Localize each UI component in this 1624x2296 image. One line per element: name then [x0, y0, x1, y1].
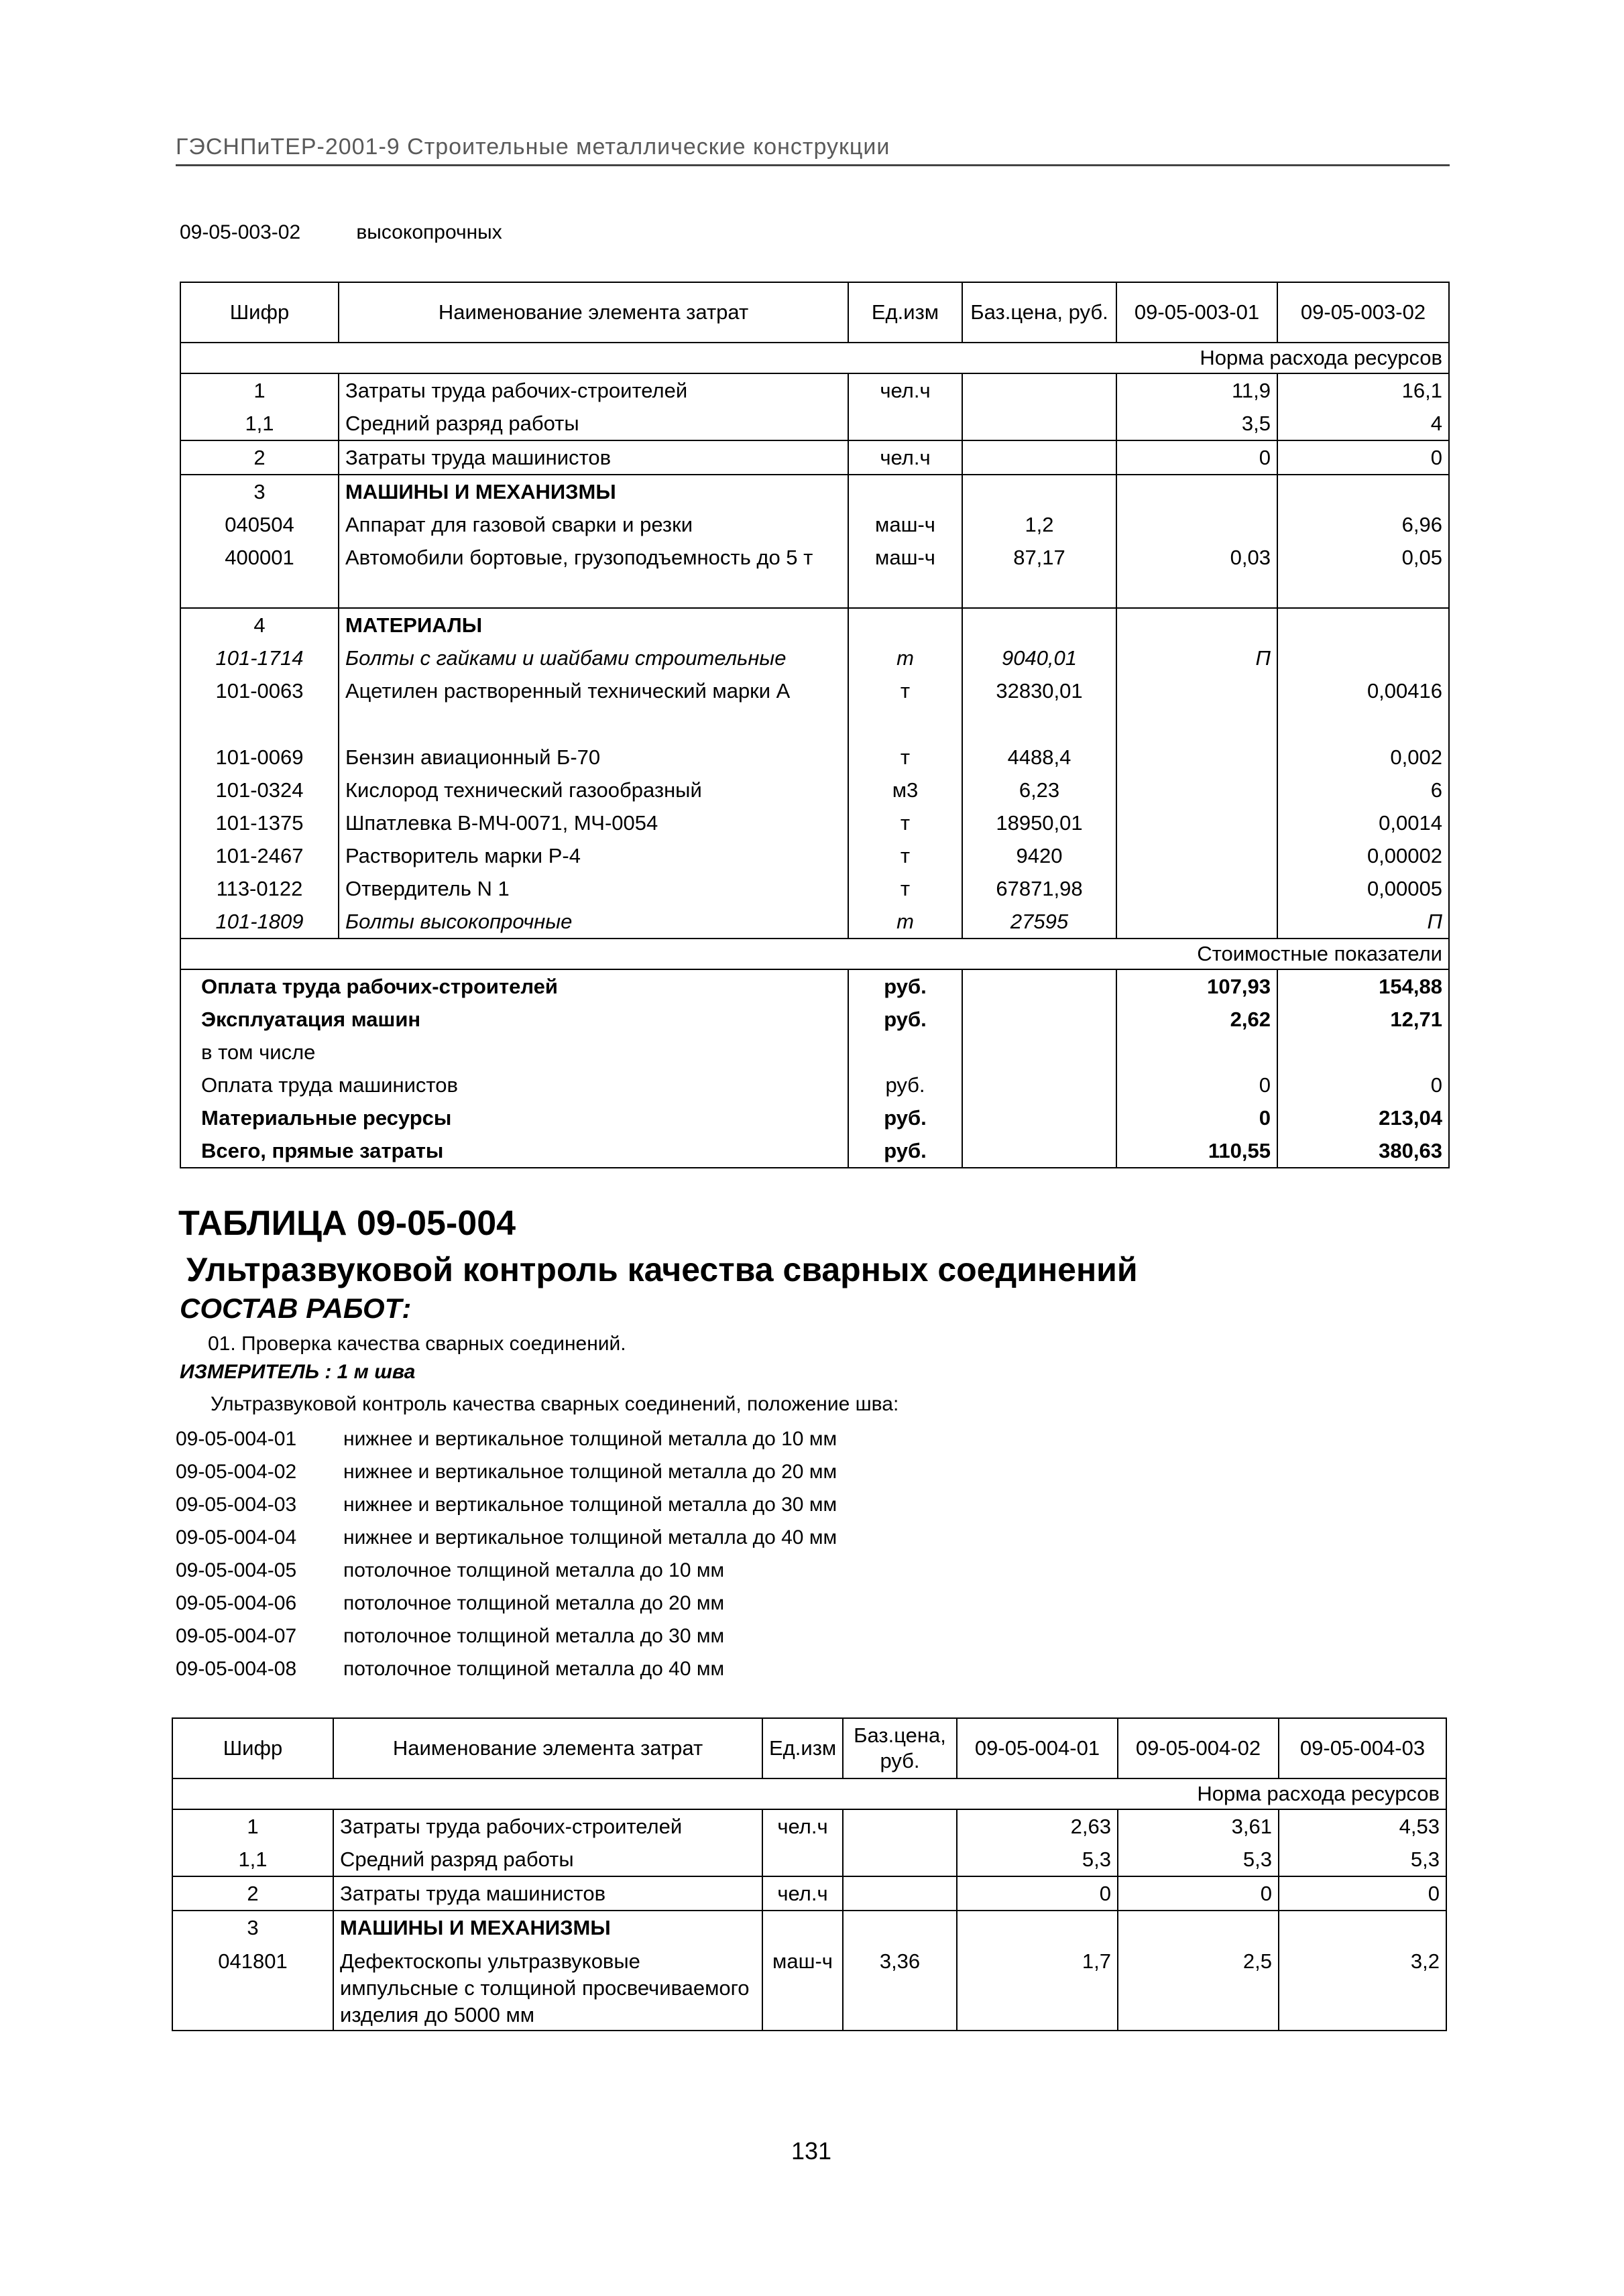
variant-text: нижнее и вертикальное толщиной металла до 10 мм [343, 1428, 837, 1450]
row-value-1 [1116, 608, 1277, 642]
work-item: 01. Проверка качества сварных соединений. [208, 1333, 626, 1355]
variant-text: потолочное толщиной металла до 10 мм [343, 1559, 725, 1581]
row-unit [848, 475, 962, 508]
row-price [843, 1843, 957, 1876]
row-value-2: 0,05 [1277, 541, 1449, 574]
variant-text: потолочное толщиной металла до 30 мм [343, 1625, 725, 1647]
list-item [176, 1620, 837, 1652]
table-row [180, 407, 1449, 440]
variant-code: 09-05-004-08 [176, 1658, 297, 1680]
table2-header-variant-1: 09-05-004-01 [957, 1718, 1118, 1778]
row-code: 101-0069 [180, 741, 339, 774]
variant-text: нижнее и вертикальное толщиной металла до 30 мм [343, 1494, 837, 1516]
cost-value-2: 213,04 [1277, 1101, 1449, 1134]
row-value-1: 1,7 [957, 1944, 1118, 2031]
table-row [180, 674, 1449, 707]
table1-header-row [180, 282, 1449, 343]
row-value-2: 3,61 [1118, 1809, 1279, 1843]
cost-unit [848, 1036, 962, 1069]
table2-header-row [172, 1718, 1446, 1778]
row-name: МАШИНЫ И МЕХАНИЗМЫ [333, 1911, 762, 1944]
cost-value-2: 154,88 [1277, 969, 1449, 1003]
row-value-2: 0,00002 [1277, 839, 1449, 872]
subsection-code-line [180, 221, 502, 244]
cost-row [180, 1101, 1449, 1134]
row-price [962, 475, 1116, 508]
row-value-3: 5,3 [1279, 1843, 1446, 1876]
row-value-1: 2,63 [957, 1809, 1118, 1843]
row-unit: т [848, 839, 962, 872]
list-item [176, 1488, 837, 1521]
row-name: Болты высокопрочные [339, 905, 848, 939]
row-unit [762, 1911, 843, 1944]
table2-header-variant-2: 09-05-004-02 [1118, 1718, 1279, 1778]
variant-code: 09-05-004-06 [176, 1592, 297, 1614]
row-unit: маш-ч [848, 508, 962, 541]
cost-name: Материальные ресурсы [180, 1101, 848, 1134]
page-number: 131 [791, 2137, 832, 2165]
cost-row [180, 969, 1449, 1003]
row-name: Затраты труда рабочих-строителей [339, 373, 848, 407]
row-unit [762, 1843, 843, 1876]
table1-header-name: Наименование элемента затрат [339, 282, 848, 343]
cost-value-2: 12,71 [1277, 1003, 1449, 1036]
row-price: 4488,4 [962, 741, 1116, 774]
row-unit: маш-ч [848, 541, 962, 574]
cost-unit: руб. [848, 1101, 962, 1134]
row-name: Растворитель марки Р-4 [339, 839, 848, 872]
row-value-1: 0,03 [1116, 541, 1277, 574]
row-price [962, 373, 1116, 407]
row-unit: чел.ч [848, 440, 962, 475]
work-composition-label: СОСТАВ РАБОТ: [180, 1292, 412, 1324]
row-price [843, 1809, 957, 1843]
row-value-1: 0 [1116, 440, 1277, 475]
row-value-1 [1116, 905, 1277, 939]
table-row [180, 373, 1449, 407]
row-code: 2 [172, 1876, 333, 1911]
row-name: Бензин авиационный Б-70 [339, 741, 848, 774]
variant-code: 09-05-004-07 [176, 1625, 297, 1647]
cost-name: в том числе [180, 1036, 848, 1069]
row-value-2: 0,00416 [1277, 674, 1449, 707]
cost-row [180, 1003, 1449, 1036]
cost-row [180, 1036, 1449, 1069]
table-row [172, 1944, 1446, 2031]
cost-name: Всего, прямые затраты [180, 1134, 848, 1168]
variant-code: 09-05-004-05 [176, 1559, 297, 1581]
table2-header-name: Наименование элемента затрат [333, 1718, 762, 1778]
row-code: 101-0324 [180, 774, 339, 806]
row-value-3 [1279, 1911, 1446, 1944]
row-unit: т [848, 674, 962, 707]
row-price: 6,23 [962, 774, 1116, 806]
row-price: 32830,01 [962, 674, 1116, 707]
table1-cost-label: Стоимостные показатели [180, 939, 1449, 969]
variant-text: потолочное толщиной металла до 20 мм [343, 1592, 725, 1614]
row-code: 4 [180, 608, 339, 642]
row-value-2: 0 [1277, 440, 1449, 475]
table1-norm-label: Норма расхода ресурсов [180, 343, 1449, 373]
row-name: Затраты труда рабочих-строителей [333, 1809, 762, 1843]
cost-unit: руб. [848, 1069, 962, 1101]
row-price: 87,17 [962, 541, 1116, 574]
row-value-1 [957, 1911, 1118, 1944]
table2-norm-label: Норма расхода ресурсов [172, 1778, 1446, 1809]
variant-code: 09-05-004-04 [176, 1526, 297, 1549]
row-value-2: 5,3 [1118, 1843, 1279, 1876]
list-item [176, 1587, 837, 1620]
cost-value-1: 107,93 [1116, 969, 1277, 1003]
row-code: 101-1714 [180, 642, 339, 674]
cost-row [180, 1069, 1449, 1101]
row-code: 2 [180, 440, 339, 475]
cost-value-2 [1277, 1036, 1449, 1069]
list-item [176, 1455, 837, 1488]
table-row [180, 806, 1449, 839]
row-value-1: 3,5 [1116, 407, 1277, 440]
row-price [962, 407, 1116, 440]
row-value-2 [1118, 1911, 1279, 1944]
row-price: 1,2 [962, 508, 1116, 541]
list-item [176, 1652, 837, 1685]
resource-table-09-05-004 [172, 1717, 1447, 2031]
row-value-1: 5,3 [957, 1843, 1118, 1876]
cost-name: Эксплуатация машин [180, 1003, 848, 1036]
row-value-1 [1116, 475, 1277, 508]
cost-name: Оплата труда рабочих-строителей [180, 969, 848, 1003]
row-code: 3 [180, 475, 339, 508]
table-row [180, 872, 1449, 905]
row-value-2 [1277, 475, 1449, 508]
row-code: 101-0063 [180, 674, 339, 707]
row-value-2 [1277, 642, 1449, 674]
variant-text: нижнее и вертикальное толщиной металла до 20 мм [343, 1461, 837, 1483]
row-code: 1,1 [180, 407, 339, 440]
row-unit: чел.ч [762, 1809, 843, 1843]
row-unit: маш-ч [762, 1944, 843, 2031]
cost-unit: руб. [848, 1003, 962, 1036]
row-value-2: 0,002 [1277, 741, 1449, 774]
row-unit: т [848, 806, 962, 839]
row-value-2: 6,96 [1277, 508, 1449, 541]
cost-value-1: 0 [1116, 1101, 1277, 1134]
cost-value-1 [1116, 1036, 1277, 1069]
row-name: Затраты труда машинистов [339, 440, 848, 475]
row-value-1: 11,9 [1116, 373, 1277, 407]
variants-intro: Ультразвуковой контроль качества сварных соединений, положение шва: [211, 1393, 899, 1415]
row-name: Кислород технический газообразный [339, 774, 848, 806]
table1-header-variant-1: 09-05-003-01 [1116, 282, 1277, 343]
row-unit: т [848, 872, 962, 905]
table1-header-price: Баз.цена, руб. [962, 282, 1116, 343]
cost-value-1: 110,55 [1116, 1134, 1277, 1168]
cost-row [180, 1134, 1449, 1168]
row-name: МАШИНЫ И МЕХАНИЗМЫ [339, 475, 848, 508]
row-name: Отвердитель N 1 [339, 872, 848, 905]
table1-header-code: Шифр [180, 282, 339, 343]
row-unit: т [848, 741, 962, 774]
row-value-1 [1116, 674, 1277, 707]
row-value-3: 4,53 [1279, 1809, 1446, 1843]
cost-value-1: 2,62 [1116, 1003, 1277, 1036]
row-value-2: 4 [1277, 407, 1449, 440]
table-row [172, 1911, 1446, 1944]
row-unit: т [848, 905, 962, 939]
cost-value-2: 0 [1277, 1069, 1449, 1101]
subsection-code: 09-05-003-02 [180, 221, 301, 243]
row-name: Автомобили бортовые, грузоподъемность до 5 т [339, 541, 848, 574]
table-row [180, 475, 1449, 508]
variant-text: нижнее и вертикальное толщиной металла до 40 мм [343, 1526, 837, 1549]
table2-header-unit: Ед.изм [762, 1718, 843, 1778]
row-value-3: 3,2 [1279, 1944, 1446, 2031]
row-value-1 [1116, 741, 1277, 774]
table-row [172, 1876, 1446, 1911]
page-header: ГЭСНПиТЕР-2001-9 Строительные металлические конструкции [176, 134, 1450, 166]
table-row [180, 440, 1449, 475]
row-code: 1 [172, 1809, 333, 1843]
table-row [180, 642, 1449, 674]
row-name: Аппарат для газовой сварки и резки [339, 508, 848, 541]
row-code: 101-1809 [180, 905, 339, 939]
table-row [180, 839, 1449, 872]
row-price [843, 1911, 957, 1944]
subsection-text: высокопрочных [356, 221, 502, 243]
row-value-2: 2,5 [1118, 1944, 1279, 2031]
row-name: Болты с гайками и шайбами строительные [339, 642, 848, 674]
list-item [176, 1521, 837, 1554]
table2-header-variant-3: 09-05-004-03 [1279, 1718, 1446, 1778]
variant-text: потолочное толщиной металла до 40 мм [343, 1658, 725, 1680]
variant-code: 09-05-004-03 [176, 1494, 297, 1516]
table1-header-variant-2: 09-05-003-02 [1277, 282, 1449, 343]
row-value-2: П [1277, 905, 1449, 939]
list-item [176, 1423, 837, 1455]
table-row [180, 541, 1449, 574]
cost-value-2: 380,63 [1277, 1134, 1449, 1168]
row-price [962, 608, 1116, 642]
row-code: 400001 [180, 541, 339, 574]
table-row [180, 774, 1449, 806]
cost-unit: руб. [848, 969, 962, 1003]
table1-header-unit: Ед.изм [848, 282, 962, 343]
row-name: Ацетилен растворенный технический марки А [339, 674, 848, 707]
row-value-1: П [1116, 642, 1277, 674]
row-code: 113-0122 [180, 872, 339, 905]
list-item [176, 1554, 837, 1587]
row-value-2: 16,1 [1277, 373, 1449, 407]
variant-code: 09-05-004-01 [176, 1428, 297, 1450]
table-row [172, 1843, 1446, 1876]
row-price [843, 1876, 957, 1911]
row-code: 1 [180, 373, 339, 407]
table-row [172, 1809, 1446, 1843]
variant-code: 09-05-004-02 [176, 1461, 297, 1483]
cost-unit: руб. [848, 1134, 962, 1168]
row-price [962, 440, 1116, 475]
row-code: 3 [172, 1911, 333, 1944]
row-value-1 [1116, 508, 1277, 541]
row-value-2: 0 [1118, 1876, 1279, 1911]
row-value-3: 0 [1279, 1876, 1446, 1911]
row-unit [848, 407, 962, 440]
row-value-1 [1116, 872, 1277, 905]
cost-value-1: 0 [1116, 1069, 1277, 1101]
row-price: 27595 [962, 905, 1116, 939]
row-unit: чел.ч [848, 373, 962, 407]
table-row [180, 608, 1449, 642]
row-value-2: 0,0014 [1277, 806, 1449, 839]
row-unit [848, 608, 962, 642]
row-name: Затраты труда машинистов [333, 1876, 762, 1911]
row-value-1 [1116, 806, 1277, 839]
row-value-2: 6 [1277, 774, 1449, 806]
row-code: 101-2467 [180, 839, 339, 872]
row-code: 040504 [180, 508, 339, 541]
measure-unit: ИЗМЕРИТЕЛЬ : 1 м шва [180, 1361, 416, 1383]
table2-header-price: Баз.цена, руб. [843, 1718, 957, 1778]
table-row [180, 905, 1449, 939]
row-value-2 [1277, 608, 1449, 642]
table2-title: ТАБЛИЦА 09-05-004 [178, 1204, 516, 1243]
table2-name: Ультразвуковой контроль качества сварных соединений [186, 1251, 1138, 1288]
row-name: Средний разряд работы [333, 1843, 762, 1876]
row-code: 1,1 [172, 1843, 333, 1876]
row-code: 041801 [172, 1944, 333, 2031]
table2-header-code: Шифр [172, 1718, 333, 1778]
table-row [180, 741, 1449, 774]
row-value-1 [1116, 839, 1277, 872]
row-value-1 [1116, 774, 1277, 806]
row-price: 3,36 [843, 1944, 957, 2031]
row-name: МАТЕРИАЛЫ [339, 608, 848, 642]
variant-list [176, 1423, 837, 1685]
row-name: Дефектоскопы ультразвуковые импульсные с толщиной просвечиваемого изделия до 5000 мм [333, 1944, 762, 2031]
row-unit: м3 [848, 774, 962, 806]
row-value-2: 0,00005 [1277, 872, 1449, 905]
row-price: 9420 [962, 839, 1116, 872]
row-code: 101-1375 [180, 806, 339, 839]
resource-table-09-05-003 [180, 282, 1450, 1168]
row-unit: чел.ч [762, 1876, 843, 1911]
row-value-1: 0 [957, 1876, 1118, 1911]
row-price: 18950,01 [962, 806, 1116, 839]
row-unit: т [848, 642, 962, 674]
row-name: Средний разряд работы [339, 407, 848, 440]
row-price: 9040,01 [962, 642, 1116, 674]
cost-name: Оплата труда машинистов [180, 1069, 848, 1101]
table-row [180, 508, 1449, 541]
row-price: 67871,98 [962, 872, 1116, 905]
row-name: Шпатлевка В-МЧ-0071, МЧ-0054 [339, 806, 848, 839]
